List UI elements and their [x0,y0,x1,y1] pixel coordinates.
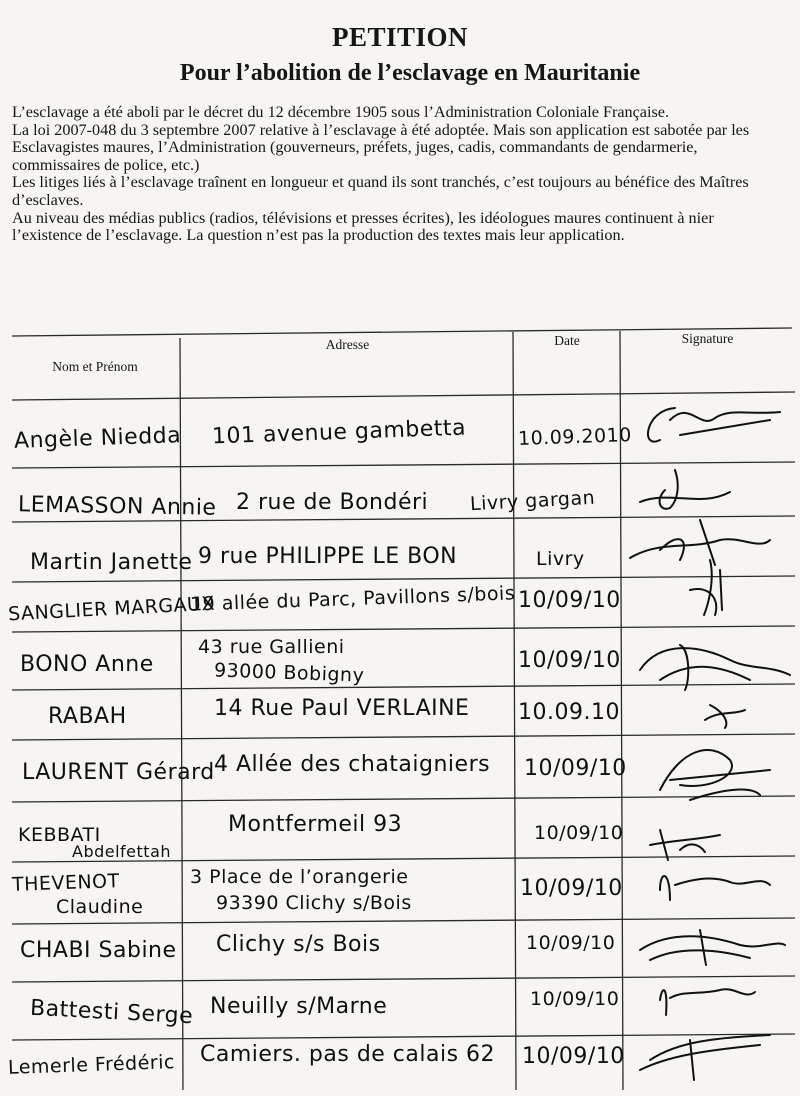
row-1-signature [648,408,780,442]
row-8-name-line-2: Abdelfettah [72,842,172,861]
row-10-signature [640,930,785,965]
row-12-signature [640,1035,770,1080]
row-4-date: 10/09/10 [518,588,621,613]
row-10-name: CHABI Sabine [20,938,177,963]
row-3-signature [630,520,770,565]
page-title: PETITION [331,22,469,52]
row-7-address: 4 Allée des chataigniers [214,752,491,777]
header-date: Date [554,333,580,348]
page-subtitle: Pour l’abolition de l’esclavage en Mauritanie [179,60,641,86]
row-4-signature [690,560,722,615]
row-4-name: SANGLIER MARGAUX [7,592,216,626]
row-12-name: Lemerle Frédéric [7,1051,176,1079]
row-6-signature [705,705,745,728]
row-3-address: 9 rue PHILIPPE LE BON [198,544,458,569]
row-2-signature [640,470,730,509]
row-5-address-line-1: 43 rue Gallieni [198,636,345,658]
row-9-date: 10/09/10 [520,876,623,901]
petition-text [12,104,772,245]
row-8-address: Montfermeil 93 [228,812,403,837]
row-4-address: 19 allée du Parc, Pavillons s/bois [189,582,516,616]
paragraph-2: La loi 2007-048 du 3 septembre 2007 relative à l’esclavage à été adoptée. Mais son application est sabotée par les Esclavagistes maures, l’Administration (gouverneurs, préfets, juges, cadis, commandants de gendarmerie, commissaires de police, etc.) [12,120,750,174]
row-1-name: Angèle Niedda [13,423,182,454]
paragraph-4: Au niveau des médias publics (radios, télévisions et presses écrites), les idéologues maures continuent à nier l’existence de l’esclavage. La question n’est pas la production des textes mais leur application. [12,208,714,245]
row-8-name-line-1: KEBBATI [18,824,101,846]
row-11-date: 10/09/10 [530,988,620,1010]
row-8-date: 10/09/10 [534,822,624,844]
row-1-address: 101 avenue gambetta [211,415,467,450]
row-9-address-line-2: 93390 Clichy s/Bois [216,892,412,914]
row-2-name: LEMASSON Annie [17,492,217,521]
row-6-date: 10.09.10 [518,700,620,725]
row-5-date: 10/09/10 [518,648,621,673]
row-5-address-line-2: 93000 Bobigny [213,659,365,687]
row-7-date: 10/09/10 [524,756,627,781]
row-12-address: Camiers. pas de calais 62 [200,1042,496,1067]
header-signature: Signature [681,331,734,346]
signatures-column [620,390,800,1090]
row-5-name: BONO Anne [20,652,154,677]
row-3-date: Livry [536,548,585,570]
paragraph-3: Les litiges liés à l’esclavage traînent en longueur et quand ils sont tranchés, c’est toujours au bénéfice des Maîtres d’esclaves. [12,173,749,209]
row-9-name-line-1: THEVENOT [11,870,121,896]
row-7-signature [660,750,770,800]
row-6-name: RABAH [48,704,127,729]
header-address: Adresse [325,337,370,352]
row-9-name-line-2: Claudine [56,896,144,918]
row-2-date: Livry gargan [469,486,596,516]
paragraph-1: L’esclavage a été aboli par le décret du 12 décembre 1905 sous l’Administration Coloniale Française. [12,103,670,121]
row-11-address: Neuilly s/Marne [210,994,388,1019]
row-1-date: 10.09.2010 [517,424,633,450]
row-11-name: Battesti Serge [29,995,194,1030]
row-10-date: 10/09/10 [526,932,616,954]
row-12-date: 10/09/10 [522,1044,625,1069]
row-7-name: LAURENT Gérard [22,760,215,785]
row-9-address-line-1: 3 Place de l’orangerie [190,866,409,888]
row-2-address: 2 rue de Bondéri [236,490,429,515]
row-3-name: Martin Janette [30,550,193,575]
row-5-signature [640,645,790,690]
header-name: Nom et Prénom [52,359,138,374]
row-11-signature [660,989,755,1015]
row-10-address: Clichy s/s Bois [216,932,381,957]
row-6-address: 14 Rue Paul VERLAINE [214,696,470,721]
row-8-signature [650,830,720,860]
row-9-signature [660,876,770,900]
